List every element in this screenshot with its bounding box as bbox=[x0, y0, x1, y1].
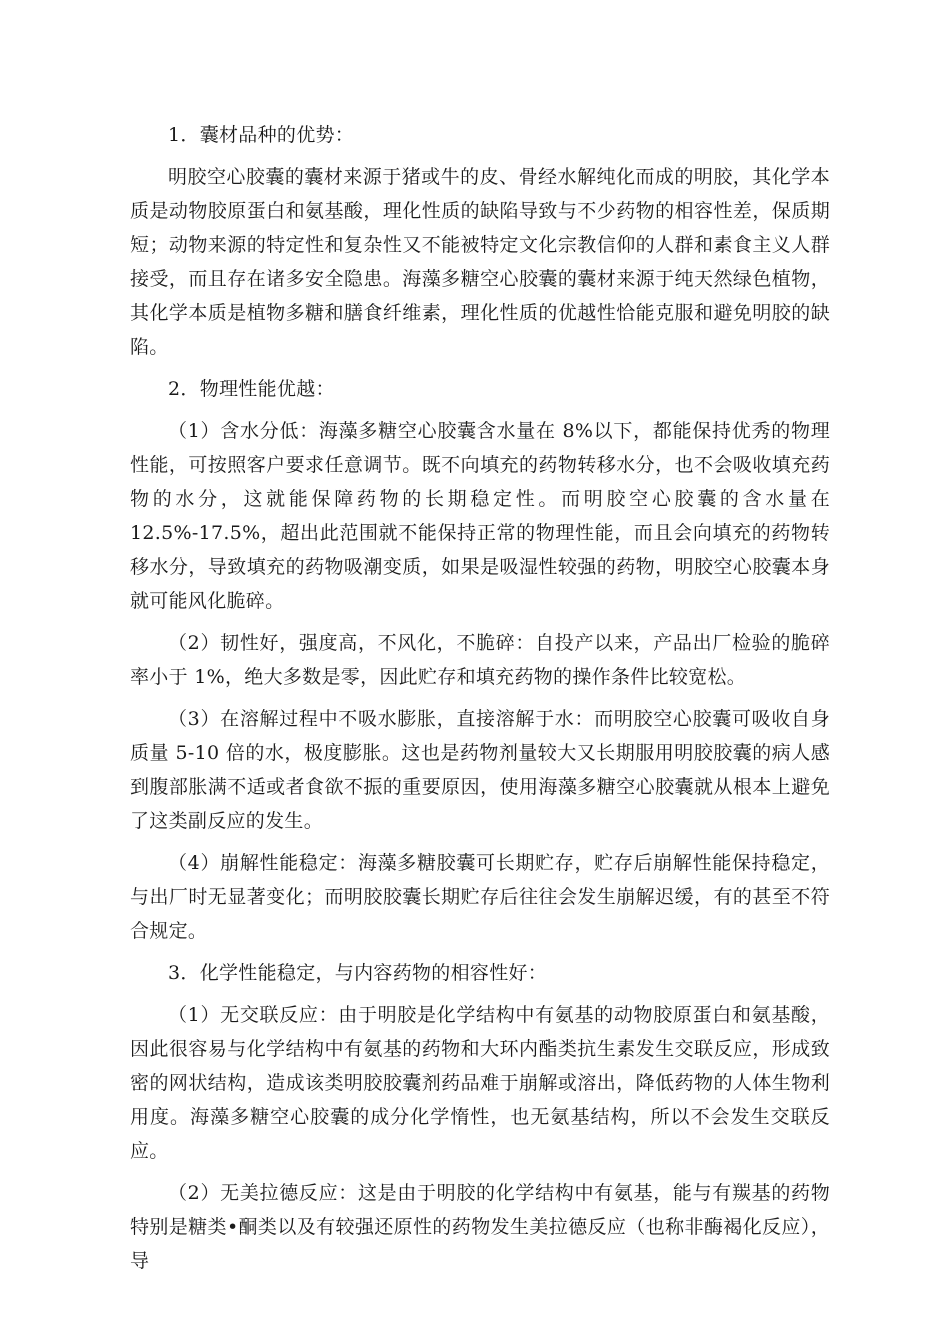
section-heading-3: 3．化学性能稳定，与内容药物的相容性好： bbox=[168, 962, 548, 984]
section-heading-1: 1．囊材品种的优势： bbox=[168, 124, 355, 146]
section-heading-2: 2．物理性能优越： bbox=[168, 378, 335, 400]
document-body bbox=[130, 118, 830, 1278]
paragraph: 明胶空心胶囊的囊材来源于猪或牛的皮、骨经水解纯化而成的明胶，其化学本质是动物胶原蛋白和氨基酸，理化性质的缺陷导致与不少药物的相容性差，保质期短；动物来源的特定性和复杂性又不能被特定文化宗教信仰的人群和素食主义人群接受，而且存在诸多安全隐患。海藻多糖空心胶囊的囊材来源于纯天然绿色植物，其化学本质是植物多糖和膳食纤维素，理化性质的优越性恰能克服和避免明胶的缺陷。 bbox=[130, 166, 830, 358]
paragraph: （3）在溶解过程中不吸水膨胀，直接溶解于水：而明胶空心胶囊可吸收自身质量 5-10 倍的水，极度膨胀。这也是药物剂量较大又长期服用明胶胶囊的病人感到腹部胀满不适或者食欲不振的重要原因，使用海藻多糖空心胶囊就从根本上避免了这类副反应的发生。 bbox=[130, 708, 830, 832]
paragraph: （1）无交联反应：由于明胶是化学结构中有氨基的动物胶原蛋白和氨基酸，因此很容易与化学结构中有氨基的药物和大环内酯类抗生素发生交联反应，形成致密的网状结构，造成该类明胶胶囊剂药品难于崩解或溶出，降低药物的人体生物利用度。海藻多糖空心胶囊的成分化学惰性，也无氨基结构，所以不会发生交联反应。 bbox=[130, 1004, 830, 1162]
paragraph: （2）无美拉德反应：这是由于明胶的化学结构中有氨基，能与有羰基的药物特别是糖类•酮类以及有较强还原性的药物发生美拉德反应（也称非酶褐化反应），导 bbox=[130, 1182, 830, 1272]
paragraph: （4）崩解性能稳定：海藻多糖胶囊可长期贮存，贮存后崩解性能保持稳定，与出厂时无显著变化；而明胶胶囊长期贮存后往往会发生崩解迟缓，有的甚至不符合规定。 bbox=[130, 852, 830, 942]
paragraph: （1）含水分低：海藻多糖空心胶囊含水量在 8%以下，都能保持优秀的物理性能，可按照客户要求任意调节。既不向填充的药物转移水分，也不会吸收填充药物的水分，这就能保障药物的长期稳定性。而明胶空心胶囊的含水量在 12.5%-17.5%，超出此范围就不能保持正常的物理性能，而且会向填充的药物转移水分，导致填充的药物吸潮变质，如果是吸湿性较强的药物，明胶空心胶囊本身就可能风化脆碎。 bbox=[130, 420, 830, 612]
paragraph: （2）韧性好，强度高，不风化，不脆碎：自投产以来，产品出厂检验的脆碎率小于 1%，绝大多数是零，因此贮存和填充药物的操作条件比较宽松。 bbox=[130, 632, 830, 688]
